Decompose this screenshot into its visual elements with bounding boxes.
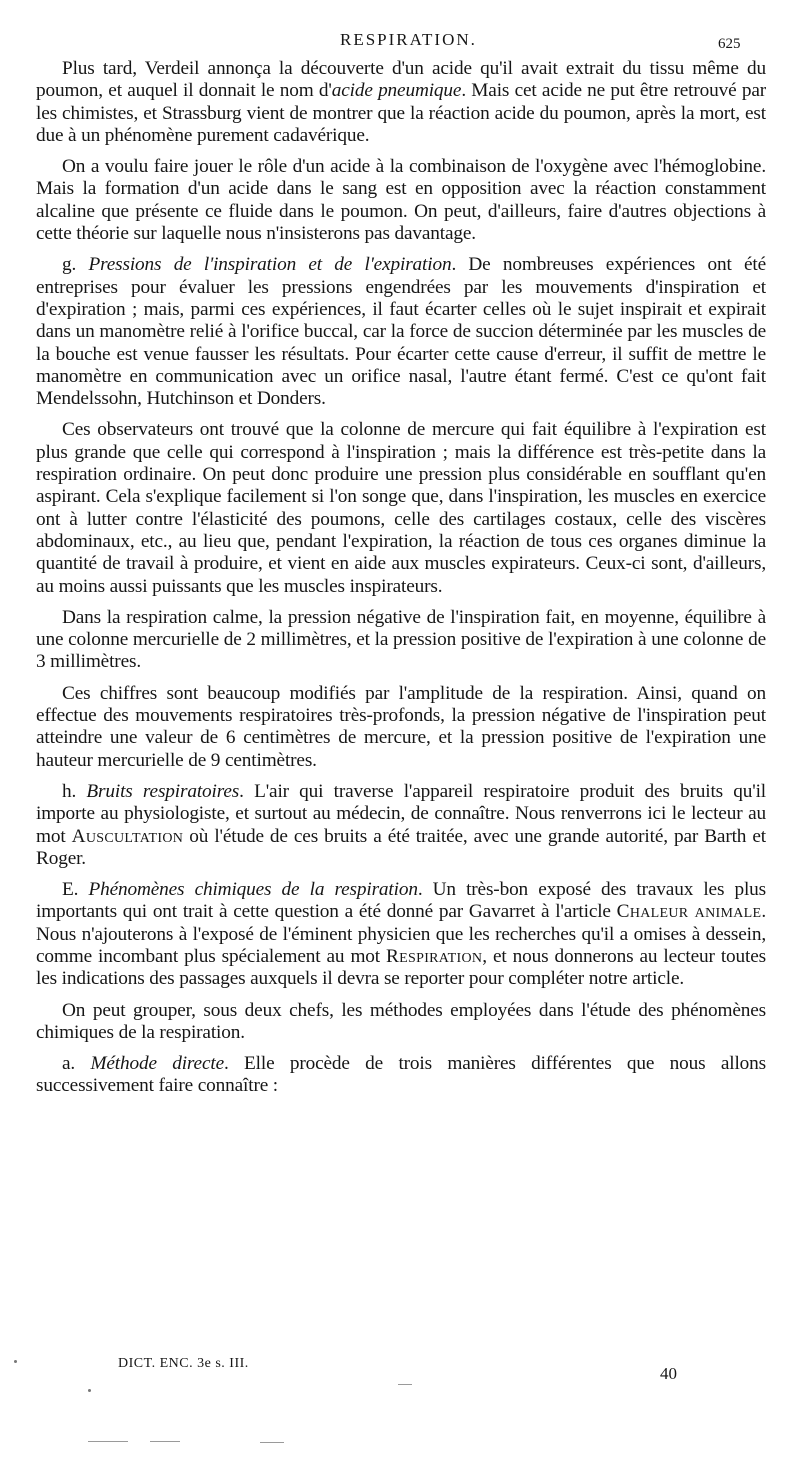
text-run: h. xyxy=(62,780,87,802)
text-run: On peut grouper, sous deux chefs, les méthodes employées dans l'étude des phénomènes chimiques de la respiration. xyxy=(36,999,766,1043)
text-run: Dans la respiration calme, la pression négative de l'inspiration fait, en moyenne, équilibre à une colonne mercurielle de 2 millimètres, et la pression positive de l'expiration à une colonne de 3 millimètres. xyxy=(36,606,766,673)
text-run: . L'air qui traverse l'appareil respiratoire produit des bruits qu'il importe au physiologiste, et surtout au médecin, de connaître. Nous renverrons ici le lecteur au mot xyxy=(36,780,766,847)
text-run: On a voulu faire jouer le rôle d'un acide à la combinaison de l'oxygène avec l'hémoglobine. Mais la formation d'un acide dans le sang est en opposition avec la réaction constamment alcaline que présente ce fluide dans le poumon. On peut, d'ailleurs, faire d'autres objections à cette théorie sur laquelle nous n'insisterons pas davantage. xyxy=(36,156,766,245)
text-run: où l'étude de ces bruits a été traitée, avec une grande autorité, par Barth et Roger. xyxy=(36,825,766,869)
text-run: Ces observateurs ont trouvé que la colonne de mercure qui fait équilibre à l'expiration est plus grande que celle qui correspond à l'inspiration ; mais la différence est très-petite dans la respiration ordinaire. On peut donc produire une pression plus considérable en soufflant qu'en aspirant. Cela s'explique facilement si l'on songe que, dans l'inspiration, les muscles en exercice ont à lutter contre l'élasticité des poumons, celle des cartilages costaux, celle des viscères abdominaux, etc., au lieu que, pendant l'expiration, la réaction de tous ces organes diminue la quantité de travail à produire, et vient en aide aux muscles expirateurs. Ceux-ci sont, d'ailleurs, au moins aussi puissants que les muscles inspirateurs. xyxy=(36,419,766,597)
text-run: . Elle procède de trois manières différentes que nous allons successivement faire connaître : xyxy=(36,1053,767,1097)
page-number: 625 xyxy=(718,36,741,52)
text-run: . Mais cet acide ne put être retrouvé par les chimistes, et Strassburg vient de montrer que la réaction acide du poumon, après la mort, est due à un phénomène purement cadavérique. xyxy=(36,80,767,146)
scan-smudge xyxy=(150,1441,180,1442)
running-title: RESPIRATION. xyxy=(340,30,477,49)
paragraph xyxy=(36,607,766,674)
italic-term: Pressions de l'inspiration et de l'expiration xyxy=(88,254,452,276)
cross-reference: Chaleur animale xyxy=(616,901,762,923)
paragraph xyxy=(36,1000,766,1045)
paragraph xyxy=(36,419,766,597)
scan-smudge xyxy=(398,1384,412,1385)
text-run: Ces chiffres sont beaucoup modifiés par l'amplitude de la respiration. Ainsi, quand on effectue des mouvements respiratoires très-profonds, la pression négative de l'inspiration peut atteindre une valeur de 6 centimètres de mercure, et la pression positive de l'expiration une hauteur mercurielle de 9 centimètres. xyxy=(36,682,766,771)
sheet-number: 40 xyxy=(660,1364,677,1383)
cross-reference: Auscultation xyxy=(71,825,184,847)
signature-mark: DICT. ENC. 3e s. III. xyxy=(118,1356,249,1371)
text-run: , et nous donnerons au lecteur toutes les indications des passages auxquels il devra se reporter pour compléter notre article. xyxy=(36,945,766,990)
paragraph xyxy=(36,1053,766,1098)
page-footer xyxy=(0,1356,800,1396)
text-run: . Nous n'ajouterons à l'exposé de l'éminent physicien que les recherches qu'il a omises à dessein, comme incombant plus spécialement au mot xyxy=(36,901,766,967)
paragraph xyxy=(36,156,766,245)
scan-smudge xyxy=(260,1442,284,1443)
italic-term: Bruits respiratoires xyxy=(86,780,240,802)
paragraph xyxy=(36,781,766,870)
scan-speck xyxy=(14,1360,17,1363)
paragraph xyxy=(36,683,766,772)
text-run: . De nombreuses expériences ont été entreprises pour évaluer les pressions engendrées par les mouvements d'inspiration et d'expiration ; mais, parmi ces expériences, il faut écarter celles où le sujet inspirait et expirait dans un manomètre relié à l'orifice buccal, car la force de succion déterminée par les muscles de la bouche est venue fausser les résultats. Pour écarter cette cause d'erreur, il suffit de mettre le manomètre en communication avec un orifice nasal, l'autre étant fermé. C'est ce qu'ont fait Mendelssohn, Hutchinson et Donders. xyxy=(36,254,766,410)
italic-term: Phénomènes chimiques de la respiration xyxy=(88,879,418,901)
body-text xyxy=(36,58,766,1107)
italic-term: acide pneumique xyxy=(331,80,462,102)
text-run: g. xyxy=(62,254,89,276)
paragraph xyxy=(36,58,766,147)
scan-smudge xyxy=(88,1441,128,1442)
running-head xyxy=(0,28,800,58)
text-run: . Un très-bon exposé des travaux les plus importants qui ont trait à cette question a été donné par Gavarret à l'article xyxy=(36,879,767,923)
text-run: a. xyxy=(62,1053,91,1075)
paragraph xyxy=(36,879,766,990)
scan-speck xyxy=(88,1389,91,1392)
paragraph xyxy=(36,254,766,410)
text-run: E. xyxy=(62,879,89,901)
italic-term: Méthode directe xyxy=(90,1053,224,1075)
text-run: Plus tard, Verdeil annonça la découverte d'un acide qu'il avait extrait du tissu même du poumon, et auquel il donnait le nom d' xyxy=(36,58,766,102)
cross-reference: Respiration xyxy=(386,945,483,967)
